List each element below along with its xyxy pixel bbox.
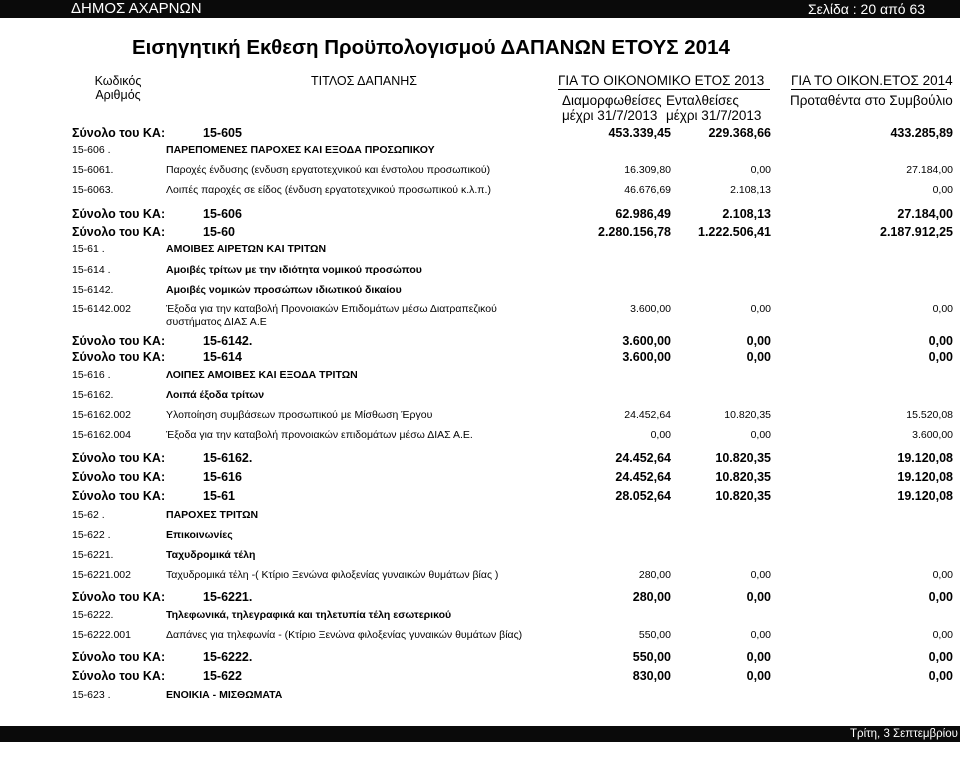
ordered-amount: 0,00	[746, 334, 771, 348]
fy2014-underline	[791, 89, 947, 90]
ordered-amount: 0,00	[746, 650, 771, 664]
page-number: Σελίδα : 20 από 63	[808, 1, 926, 17]
total-label: Σύνολο του ΚΑ:	[72, 207, 166, 221]
formed-amount: 0,00	[650, 429, 671, 441]
item-title: Έξοδα για την καταβολή προνοιακών επιδομάτων μέσω ΔΙΑΣ Α.Ε.	[166, 429, 473, 441]
proposed-amount: 0,00	[932, 303, 953, 315]
ordered-amount: 2.108,13	[730, 184, 771, 196]
ordered-amount: 0,00	[750, 303, 771, 315]
footer-bar	[0, 726, 960, 756]
ordered-amount: 0,00	[746, 350, 771, 364]
proposed-amount: 19.120,08	[897, 470, 953, 484]
total-label: Σύνολο του ΚΑ:	[72, 225, 166, 239]
formed-amount: 550,00	[632, 650, 671, 664]
item-code: 15-6061.	[72, 164, 114, 176]
formed-header-line1: Διαμορφωθείσες	[562, 93, 662, 108]
item-title: Ταχυδρομικά τέλη -( Κτίριο Ξενώνα φιλοξενίας γυναικών θυμάτων βίας )	[166, 569, 499, 581]
formed-amount: 550,00	[638, 629, 671, 641]
ordered-header-line1: Ενταλθείσες	[666, 93, 739, 108]
total-label: Σύνολο του ΚΑ:	[72, 451, 166, 465]
section-code: 15-61 .	[72, 243, 105, 255]
formed-header-line2: μέχρι 31/7/2013	[562, 108, 658, 123]
item-code: 15-6162.004	[72, 429, 131, 441]
ordered-amount: 0,00	[750, 629, 771, 641]
item-title: Έξοδα για την καταβολή Προνοιακών Επιδομάτων μέσω Διατραπεζικού	[166, 303, 497, 315]
municipality-name: ΔΗΜΟΣ ΑΧΑΡΝΩΝ	[71, 0, 202, 17]
ordered-amount: 10.820,35	[715, 451, 771, 465]
proposed-amount: 27.184,00	[897, 207, 953, 221]
formed-amount: 46.676,69	[624, 184, 671, 196]
formed-amount: 24.452,64	[615, 470, 671, 484]
top-bar	[0, 0, 960, 18]
report-title: Εισηγητική Εκθεση Προϋπολογισμού ΔΑΠΑΝΩΝ ΕΤΟΥΣ 2014	[132, 36, 730, 59]
total-code: 15-605	[203, 126, 242, 140]
code-header-line2: Αριθμός	[95, 88, 141, 102]
formed-amount: 24.452,64	[615, 451, 671, 465]
total-code: 15-6142.	[203, 334, 253, 348]
formed-amount: 62.986,49	[615, 207, 671, 221]
total-code: 15-60	[203, 225, 235, 239]
proposed-amount: 0,00	[928, 350, 953, 364]
proposed-amount: 433.285,89	[890, 126, 953, 140]
proposed-amount: 0,00	[932, 569, 953, 581]
proposed-amount: 0,00	[928, 590, 953, 604]
print-date: Τρίτη, 3 Σεπτεμβρίου 2013	[850, 728, 958, 756]
fy2014-header: ΓΙΑ ΤΟ ΟΙΚΟΝ.ΕΤΟΣ 2014	[791, 73, 953, 88]
total-code: 15-61	[203, 489, 235, 503]
proposed-header: Προταθέντα στο Συμβούλιο	[790, 93, 953, 108]
proposed-amount: 0,00	[932, 184, 953, 196]
formed-amount: 830,00	[632, 669, 671, 683]
total-code: 15-6222.	[203, 650, 253, 664]
total-code: 15-616	[203, 470, 242, 484]
ordered-amount: 229.368,66	[708, 126, 771, 140]
formed-amount: 280,00	[632, 590, 671, 604]
total-label: Σύνολο του ΚΑ:	[72, 470, 166, 484]
proposed-amount: 0,00	[928, 669, 953, 683]
proposed-amount: 0,00	[928, 334, 953, 348]
total-label: Σύνολο του ΚΑ:	[72, 590, 166, 604]
formed-amount: 3.600,00	[622, 334, 671, 348]
section-code: 15-6221.	[72, 549, 114, 561]
code-header-line1: Κωδικός	[94, 74, 142, 88]
formed-amount: 28.052,64	[615, 489, 671, 503]
section-code: 15-6142.	[72, 284, 114, 296]
item-title: Λοιπές παροχές σε είδος (ένδυση εργατοτεχνικού προσωπικού κ.λ.π.)	[166, 184, 491, 196]
ordered-amount: 0,00	[746, 669, 771, 683]
total-code: 15-6221.	[203, 590, 253, 604]
title-header: ΤΙΤΛΟΣ ΔΑΠΑΝΗΣ	[311, 74, 417, 88]
section-code: 15-606 .	[72, 144, 111, 156]
total-code: 15-606	[203, 207, 242, 221]
section-title: ΕΝΟΙΚΙΑ - ΜΙΣΘΩΜΑΤΑ	[166, 689, 283, 701]
formed-amount: 3.600,00	[622, 350, 671, 364]
section-code: 15-6162.	[72, 389, 114, 401]
formed-amount: 24.452,64	[624, 409, 671, 421]
ordered-amount: 1.222.506,41	[698, 225, 771, 239]
ordered-amount: 10.820,35	[715, 470, 771, 484]
total-code: 15-622	[203, 669, 242, 683]
item-title: Παροχές ένδυσης (ενδυση εργατοτεχνικού και ένστολου προσωπικού)	[166, 164, 491, 176]
section-title: ΠΑΡΕΠΟΜΕΝΕΣ ΠΑΡΟΧΕΣ ΚΑΙ ΕΞΟΔΑ ΠΡΟΣΩΠΙΚΟΥ	[166, 144, 435, 156]
section-title: ΠΑΡΟΧΕΣ ΤΡΙΤΩΝ	[166, 509, 259, 521]
section-code: 15-622 .	[72, 529, 111, 541]
ordered-amount: 0,00	[750, 429, 771, 441]
section-code: 15-6222.	[72, 609, 114, 621]
formed-amount: 2.280.156,78	[598, 225, 671, 239]
proposed-amount: 19.120,08	[897, 489, 953, 503]
item-code: 15-6222.001	[72, 629, 131, 641]
ordered-amount: 2.108,13	[722, 207, 771, 221]
section-title: ΛΟΙΠΕΣ ΑΜΟΙΒΕΣ ΚΑΙ ΕΞΟΔΑ ΤΡΙΤΩΝ	[166, 369, 358, 381]
proposed-amount: 27.184,00	[906, 164, 953, 176]
section-code: 15-623 .	[72, 689, 111, 701]
proposed-amount: 3.600,00	[912, 429, 953, 441]
section-title: ΑΜΟΙΒΕΣ ΑΙΡΕΤΩΝ ΚΑΙ ΤΡΙΤΩΝ	[166, 243, 327, 255]
fy2013-underline	[558, 89, 770, 90]
ordered-amount: 0,00	[746, 590, 771, 604]
ordered-amount: 0,00	[750, 569, 771, 581]
formed-amount: 3.600,00	[630, 303, 671, 315]
total-label: Σύνολο του ΚΑ:	[72, 489, 166, 503]
proposed-amount: 2.187.912,25	[880, 225, 953, 239]
section-title: Τηλεφωνικά, τηλεγραφικά και τηλετυπία τέλη εσωτερικού	[166, 609, 452, 621]
item-code: 15-6063.	[72, 184, 114, 196]
proposed-amount: 15.520,08	[906, 409, 953, 421]
total-label: Σύνολο του ΚΑ:	[72, 350, 166, 364]
ordered-amount: 10.820,35	[724, 409, 771, 421]
proposed-amount: 19.120,08	[897, 451, 953, 465]
section-title: Λοιπά έξοδα τρίτων	[166, 389, 265, 401]
section-title: Ταχυδρομικά τέλη	[166, 549, 256, 561]
item-title: Δαπάνες για τηλεφωνία - (Κτίριο Ξενώνα φιλοξενίας γυναικών θυμάτων βίας)	[166, 629, 523, 641]
fy2013-header: ΓΙΑ ΤΟ ΟΙΚΟΝΟΜΙΚΟ ΕΤΟΣ 2013	[558, 73, 765, 88]
item-title-continued: συστήματος ΔΙΑΣ Α.Ε	[166, 316, 267, 328]
total-code: 15-614	[203, 350, 242, 364]
formed-amount: 16.309,80	[624, 164, 671, 176]
section-code: 15-616 .	[72, 369, 111, 381]
total-label: Σύνολο του ΚΑ:	[72, 650, 166, 664]
ordered-amount: 10.820,35	[715, 489, 771, 503]
item-code: 15-6221.002	[72, 569, 131, 581]
section-code: 15-614 .	[72, 264, 111, 276]
ordered-header-line2: μέχρι 31/7/2013	[666, 108, 762, 123]
total-label: Σύνολο του ΚΑ:	[72, 669, 166, 683]
proposed-amount: 0,00	[932, 629, 953, 641]
section-code: 15-62 .	[72, 509, 105, 521]
total-code: 15-6162.	[203, 451, 253, 465]
section-title: Επικοινωνίες	[166, 529, 233, 541]
item-code: 15-6142.002	[72, 303, 131, 315]
ordered-amount: 0,00	[750, 164, 771, 176]
formed-amount: 280,00	[638, 569, 671, 581]
item-title: Υλοποίηση συμβάσεων προσωπικού με Μίσθωση Έργου	[166, 409, 433, 421]
item-code: 15-6162.002	[72, 409, 131, 421]
formed-amount: 453.339,45	[608, 126, 671, 140]
proposed-amount: 0,00	[928, 650, 953, 664]
section-title: Αμοιβές νομικών προσώπων ιδιωτικού δικαίου	[166, 284, 402, 296]
section-title: Αμοιβές τρίτων με την ιδιότητα νομικού προσώπου	[166, 264, 422, 276]
total-label: Σύνολο του ΚΑ:	[72, 126, 166, 140]
total-label: Σύνολο του ΚΑ:	[72, 334, 166, 348]
